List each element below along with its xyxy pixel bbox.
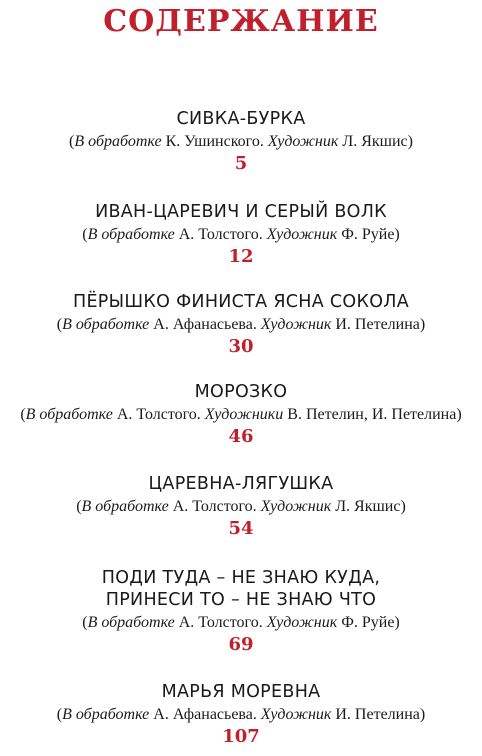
- artist-name: И. Петелина): [331, 706, 426, 723]
- artist-label: Художник: [260, 706, 332, 723]
- artist-name: Ф. Руйе): [337, 614, 400, 631]
- credit-open-paren: (: [56, 316, 63, 333]
- page-number: 12: [228, 246, 254, 267]
- entry-title: ПОДИ ТУДА – НЕ ЗНАЮ КУДА,: [101, 568, 381, 588]
- toc-entry[interactable]: [0, 108, 482, 176]
- artist-name: И. Петелина): [331, 316, 426, 333]
- entry-title: СИВКА-БУРКА: [176, 109, 306, 129]
- adaptation-label: В обработке: [62, 706, 150, 723]
- credit-open-paren: (: [82, 614, 88, 631]
- entry-credit: [0, 405, 482, 425]
- entry-title: ПЁРЫШКО ФИНИСТА ЯСНА СОКОЛА: [72, 292, 410, 312]
- entry-credit: [0, 315, 482, 335]
- adaptation-author: А. Толстого.: [174, 226, 267, 243]
- artist-name: Л. Якшис): [331, 498, 406, 515]
- adaptation-author: А. Афанасьева.: [149, 706, 261, 723]
- toc-entry[interactable]: [0, 201, 482, 269]
- adaptation-label: В обработке: [74, 133, 162, 150]
- entry-title: МОРОЗКО: [194, 382, 288, 402]
- adaptation-label: В обработке: [25, 406, 113, 423]
- artist-label: Художник: [267, 133, 339, 150]
- credit-open-paren: (: [56, 706, 63, 723]
- entry-credit: [0, 225, 482, 245]
- artist-name: Ф. Руйе): [337, 226, 400, 243]
- page-number: 5: [234, 153, 248, 174]
- adaptation-author: А. Толстого.: [168, 498, 261, 515]
- credit-open-paren: (: [20, 406, 26, 423]
- artist-name: Л. Якшис): [338, 133, 413, 150]
- artist-name: В. Петелин, И. Петелина): [283, 406, 462, 423]
- toc-entry[interactable]: [0, 291, 482, 359]
- entry-title: ИВАН-ЦАРЕВИЧ И СЕРЫЙ ВОЛК: [95, 202, 387, 222]
- page-number: 54: [228, 518, 254, 539]
- artist-label: Художники: [204, 406, 284, 423]
- entry-title: ЦАРЕВНА-ЛЯГУШКА: [148, 474, 334, 494]
- toc-entry[interactable]: [0, 381, 482, 449]
- page-number: 46: [228, 426, 254, 447]
- credit-open-paren: (: [69, 133, 75, 150]
- adaptation-author: А. Толстого.: [174, 614, 267, 631]
- adaptation-label: В обработке: [87, 226, 175, 243]
- adaptation-author: А. Толстого.: [112, 406, 205, 423]
- entry-credit: [0, 132, 482, 152]
- entry-credit: [0, 497, 482, 517]
- adaptation-label: В обработке: [87, 614, 175, 631]
- artist-label: Художник: [260, 316, 332, 333]
- toc-entry[interactable]: [0, 473, 482, 541]
- toc-entry[interactable]: [0, 681, 482, 749]
- adaptation-author: А. Афанасьева.: [149, 316, 261, 333]
- toc-entry[interactable]: [0, 567, 482, 657]
- entry-credit: [0, 613, 482, 633]
- adaptation-label: В обработке: [62, 316, 150, 333]
- page-number: 30: [228, 336, 254, 357]
- credit-open-paren: (: [82, 226, 88, 243]
- entry-title: МАРЬЯ МОРЕВНА: [161, 682, 321, 702]
- page-number: 107: [222, 726, 260, 747]
- credit-open-paren: (: [76, 498, 82, 515]
- entry-credit: [0, 705, 482, 725]
- adaptation-author: К. Ушинского.: [161, 133, 268, 150]
- entry-title: ПРИНЕСИ ТО – НЕ ЗНАЮ ЧТО: [105, 590, 377, 610]
- artist-label: Художник: [260, 498, 332, 515]
- artist-label: Художник: [266, 226, 338, 243]
- page-number: 69: [228, 634, 254, 655]
- adaptation-label: В обработке: [81, 498, 169, 515]
- page-title: СОДЕРЖАНИЕ: [103, 4, 379, 39]
- artist-label: Художник: [266, 614, 338, 631]
